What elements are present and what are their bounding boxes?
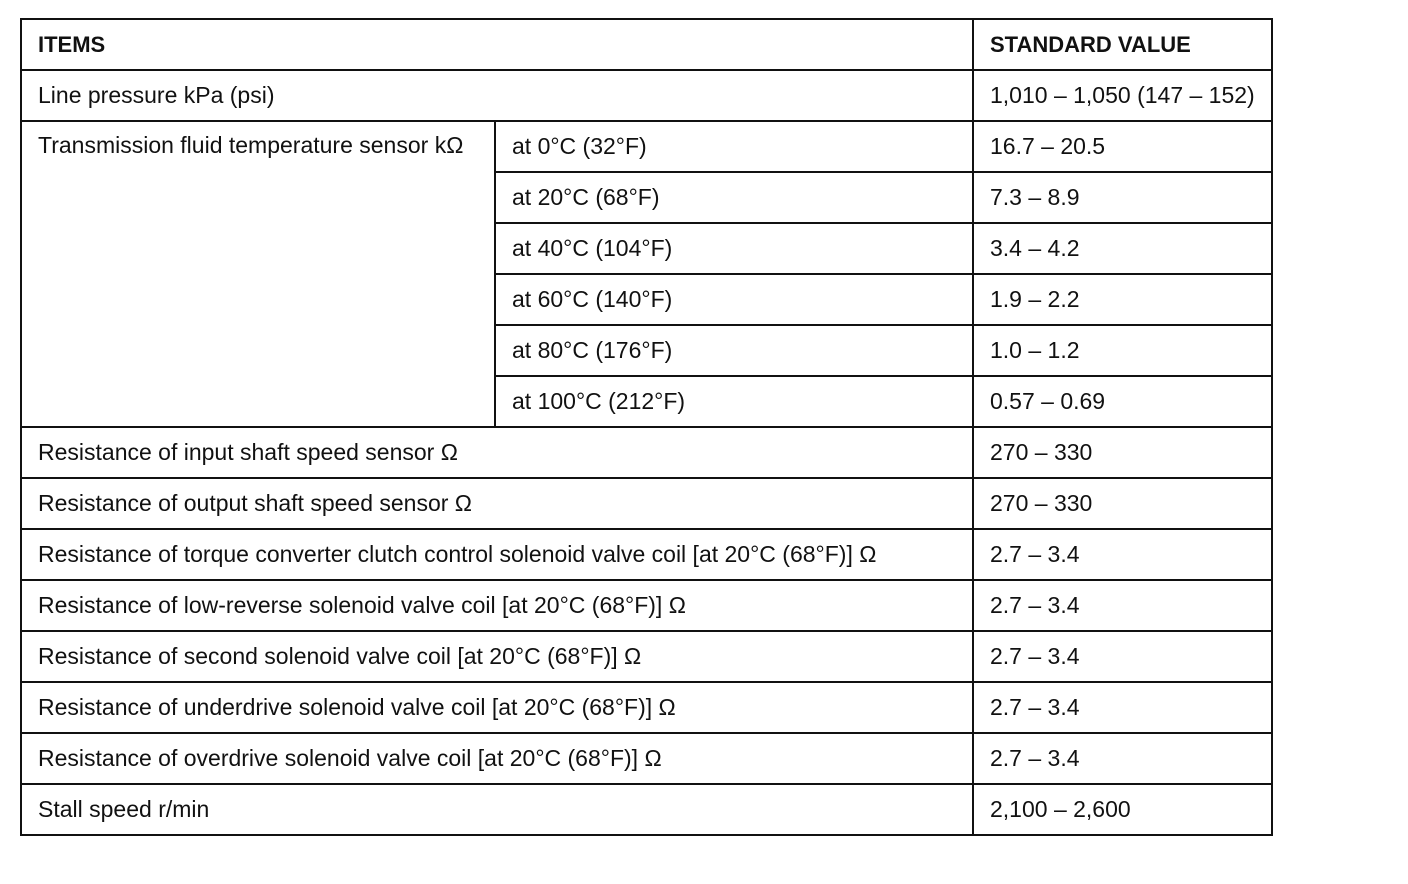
item-cell: Resistance of underdrive solenoid valve coil [at 20°C (68°F)] Ω <box>21 682 973 733</box>
table-row <box>21 529 1272 580</box>
value-cell: 2.7 – 3.4 <box>973 733 1272 784</box>
value-cell: 7.3 – 8.9 <box>973 172 1272 223</box>
item-cell: Stall speed r/min <box>21 784 973 835</box>
items-header: ITEMS <box>21 19 973 70</box>
value-cell: 270 – 330 <box>973 427 1272 478</box>
value-cell: 1.9 – 2.2 <box>973 274 1272 325</box>
value-cell: 16.7 – 20.5 <box>973 121 1272 172</box>
item-cell: Transmission fluid temperature sensor kΩ <box>21 121 495 427</box>
table-row <box>21 784 1272 835</box>
item-cell: Resistance of overdrive solenoid valve coil [at 20°C (68°F)] Ω <box>21 733 973 784</box>
value-cell: 1.0 – 1.2 <box>973 325 1272 376</box>
condition-cell: at 80°C (176°F) <box>495 325 973 376</box>
condition-cell: at 20°C (68°F) <box>495 172 973 223</box>
header-row <box>21 19 1272 70</box>
value-cell: 2.7 – 3.4 <box>973 580 1272 631</box>
item-cell: Resistance of input shaft speed sensor Ω <box>21 427 973 478</box>
condition-cell: at 60°C (140°F) <box>495 274 973 325</box>
table-row <box>21 733 1272 784</box>
item-cell: Resistance of second solenoid valve coil [at 20°C (68°F)] Ω <box>21 631 973 682</box>
value-cell: 2.7 – 3.4 <box>973 682 1272 733</box>
value-cell: 3.4 – 4.2 <box>973 223 1272 274</box>
item-cell: Line pressure kPa (psi) <box>21 70 973 121</box>
value-cell: 2.7 – 3.4 <box>973 631 1272 682</box>
value-cell: 1,010 – 1,050 (147 – 152) <box>973 70 1272 121</box>
table-row <box>21 70 1272 121</box>
condition-cell: at 0°C (32°F) <box>495 121 973 172</box>
specifications-table <box>20 18 1273 836</box>
table-row <box>21 427 1272 478</box>
table-row <box>21 682 1272 733</box>
condition-cell: at 100°C (212°F) <box>495 376 973 427</box>
value-cell: 2.7 – 3.4 <box>973 529 1272 580</box>
table-row <box>21 580 1272 631</box>
item-cell: Resistance of low-reverse solenoid valve coil [at 20°C (68°F)] Ω <box>21 580 973 631</box>
value-cell: 270 – 330 <box>973 478 1272 529</box>
table-row <box>21 121 1272 172</box>
table-row <box>21 631 1272 682</box>
value-cell: 0.57 – 0.69 <box>973 376 1272 427</box>
condition-cell: at 40°C (104°F) <box>495 223 973 274</box>
standard-value-header: STANDARD VALUE <box>973 19 1272 70</box>
table-row <box>21 478 1272 529</box>
item-cell: Resistance of torque converter clutch control solenoid valve coil [at 20°C (68°F)] Ω <box>21 529 973 580</box>
item-cell: Resistance of output shaft speed sensor Ω <box>21 478 973 529</box>
specifications-table-container <box>20 18 1273 836</box>
value-cell: 2,100 – 2,600 <box>973 784 1272 835</box>
